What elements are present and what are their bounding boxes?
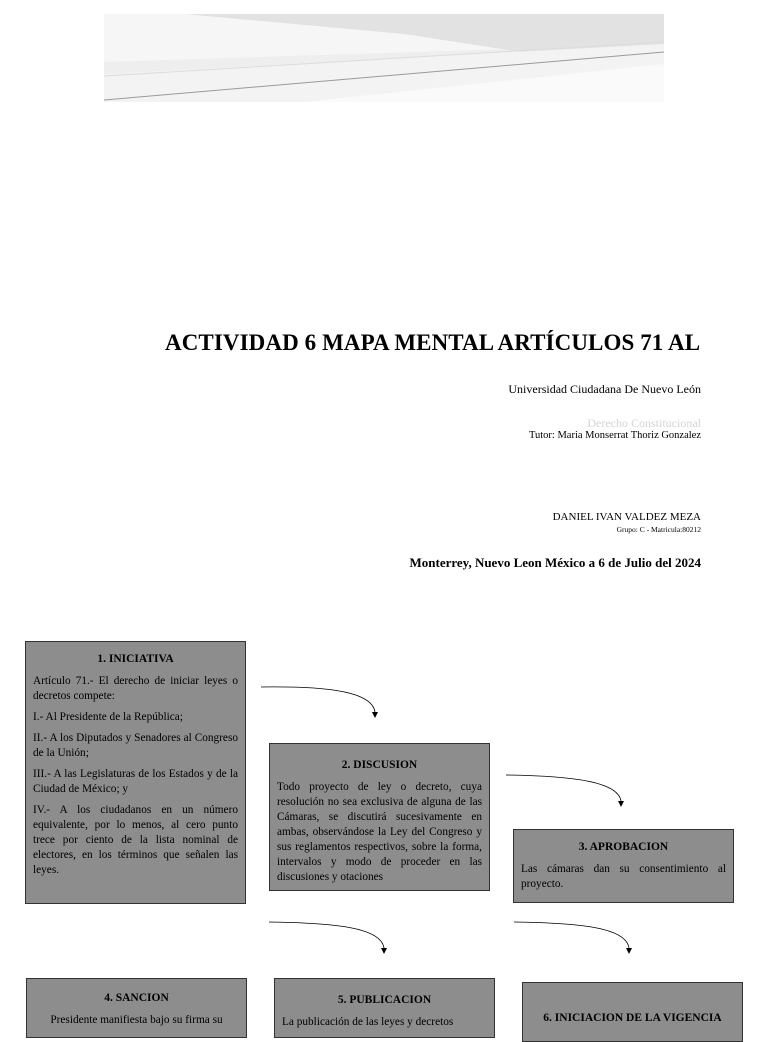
box-text: III.- A las Legislaturas de los Estados y de la Ciudad de México; y xyxy=(33,768,238,795)
student-name: DANIEL IVAN VALDEZ MEZA xyxy=(552,511,701,523)
box-text: Las cámaras dan su consentimiento al proyecto. xyxy=(521,863,726,890)
box-heading: 1. INICIATIVA xyxy=(97,653,174,665)
box-heading: 2. DISCUSION xyxy=(341,759,418,771)
box-heading: 6. INICIACION DE LA VIGENCIA xyxy=(543,1012,722,1024)
box-text: La publicación de las leyes y decretos xyxy=(282,1016,454,1028)
arrow-to-5 xyxy=(269,922,384,948)
document-title: ACTIVIDAD 6 MAPA MENTAL ARTÍCULOS 71 AL xyxy=(165,330,701,355)
box-heading: 5. PUBLICACION xyxy=(337,994,432,1006)
place-date: Monterrey, Nuevo Leon México a 6 de Julio del 2024 xyxy=(409,555,701,570)
box-text: I.- Al Presidente de la República; xyxy=(33,711,183,723)
arrowhead-icon xyxy=(618,801,624,807)
box-text: II.- A los Diputados y Senadores al Congreso de la Unión; xyxy=(33,732,238,759)
university-name: Universidad Ciudadana De Nuevo León xyxy=(508,382,701,396)
box-heading: 4. SANCION xyxy=(104,992,169,1004)
box-heading: 3. APROBACION xyxy=(578,841,669,853)
arrow-1-to-2 xyxy=(261,687,375,712)
arrowhead-icon xyxy=(372,712,378,718)
group-info: Grupo: C - Matricula:80212 xyxy=(616,525,701,534)
arrowhead-icon xyxy=(381,948,387,954)
arrowhead-icon xyxy=(626,948,632,954)
box-text: IV.- A los ciudadanos en un número equivalente, por lo menos, al cero punto trece por ciento de la lista nominal de electores, en los términos que señalen las leyes. xyxy=(33,804,238,876)
box-text: Artículo 71.- El derecho de iniciar leyes o decretos compete: xyxy=(33,675,238,702)
arrow-2-to-3 xyxy=(506,775,621,801)
box-text: Presidente manifiesta bajo su firma su xyxy=(50,1014,223,1026)
box-text: Todo proyecto de ley o decreto, cuya resolución no sea exclusiva de alguna de las Cámaras, se discutirá sucesivamente en ambas, observándose la Ley del Congreso y sus reglamentos respectivos, sobre la forma, intervalos y modo de proceder en las discusiones y otaciones xyxy=(277,781,482,883)
arrow-to-6 xyxy=(514,922,629,948)
subject-name: Derecho Constitucional xyxy=(587,416,701,430)
tutor-name: Tutor: Maria Monserrat Thoriz Gonzalez xyxy=(528,430,701,441)
